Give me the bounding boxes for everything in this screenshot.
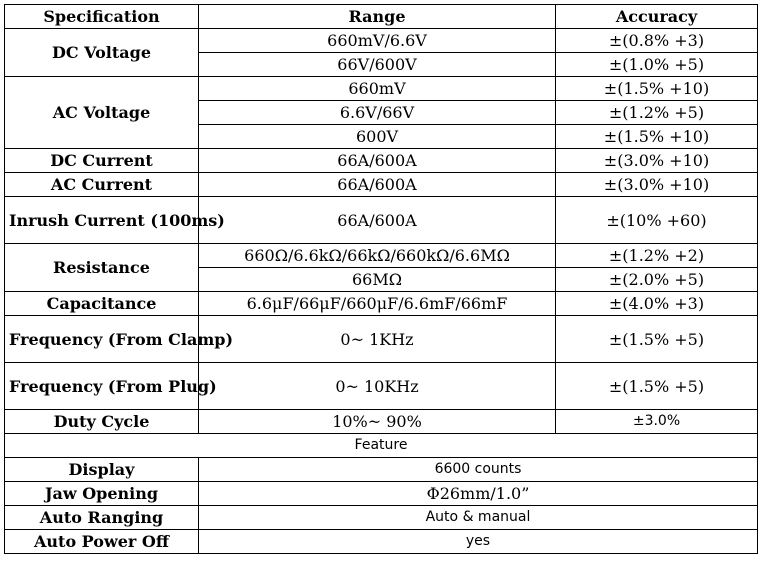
dc-current-label: DC Current bbox=[5, 149, 199, 173]
feature-title: Feature bbox=[5, 434, 758, 458]
table-row bbox=[5, 292, 758, 316]
table-row bbox=[5, 363, 758, 410]
header-specification: Specification bbox=[5, 5, 199, 29]
range-cell: 66V/600V bbox=[199, 53, 556, 77]
table-row bbox=[5, 173, 758, 197]
accuracy-cell: ±(1.2% +5) bbox=[556, 101, 758, 125]
range-cell: 10%~ 90% bbox=[199, 410, 556, 434]
header-accuracy: Accuracy bbox=[556, 5, 758, 29]
table-row bbox=[5, 244, 758, 268]
frequency-plug-label: Frequency (From Plug) bbox=[5, 363, 199, 410]
range-cell: 660mV bbox=[199, 77, 556, 101]
ac-voltage-label: AC Voltage bbox=[5, 77, 199, 149]
header-range: Range bbox=[199, 5, 556, 29]
specification-table bbox=[4, 4, 758, 554]
range-cell: 6.6μF/66μF/660μF/6.6mF/66mF bbox=[199, 292, 556, 316]
ac-current-label: AC Current bbox=[5, 173, 199, 197]
accuracy-cell: ±(1.5% +10) bbox=[556, 77, 758, 101]
jaw-opening-label: Jaw Opening bbox=[5, 482, 199, 506]
table-row bbox=[5, 482, 758, 506]
accuracy-cell: ±(1.0% +5) bbox=[556, 53, 758, 77]
accuracy-cell: ±(0.8% +3) bbox=[556, 29, 758, 53]
table-row bbox=[5, 197, 758, 244]
feature-row bbox=[5, 434, 758, 458]
accuracy-cell: ±3.0% bbox=[556, 410, 758, 434]
capacitance-label: Capacitance bbox=[5, 292, 199, 316]
accuracy-cell: ±(1.5% +5) bbox=[556, 316, 758, 363]
table-row bbox=[5, 410, 758, 434]
accuracy-cell: ±(10% +60) bbox=[556, 197, 758, 244]
dc-voltage-label: DC Voltage bbox=[5, 29, 199, 77]
duty-cycle-label: Duty Cycle bbox=[5, 410, 199, 434]
accuracy-cell: ±(3.0% +10) bbox=[556, 149, 758, 173]
jaw-opening-value: Φ26mm/1.0” bbox=[199, 482, 758, 506]
range-cell: 66A/600A bbox=[199, 197, 556, 244]
accuracy-cell: ±(3.0% +10) bbox=[556, 173, 758, 197]
table-row bbox=[5, 149, 758, 173]
range-cell: 0~ 1KHz bbox=[199, 316, 556, 363]
range-cell: 600V bbox=[199, 125, 556, 149]
accuracy-cell: ±(4.0% +3) bbox=[556, 292, 758, 316]
inrush-current-label: Inrush Current (100ms) bbox=[5, 197, 199, 244]
table-row bbox=[5, 506, 758, 530]
frequency-clamp-label: Frequency (From Clamp) bbox=[5, 316, 199, 363]
display-label: Display bbox=[5, 458, 199, 482]
range-cell: 66A/600A bbox=[199, 149, 556, 173]
range-cell: 66A/600A bbox=[199, 173, 556, 197]
table-row bbox=[5, 316, 758, 363]
range-cell: 660Ω/6.6kΩ/66kΩ/660kΩ/6.6MΩ bbox=[199, 244, 556, 268]
auto-power-off-value: yes bbox=[199, 530, 758, 554]
auto-ranging-label: Auto Ranging bbox=[5, 506, 199, 530]
resistance-label: Resistance bbox=[5, 244, 199, 292]
table-row bbox=[5, 29, 758, 53]
table-row bbox=[5, 458, 758, 482]
display-value: 6600 counts bbox=[199, 458, 758, 482]
auto-power-off-label: Auto Power Off bbox=[5, 530, 199, 554]
auto-ranging-value: Auto & manual bbox=[199, 506, 758, 530]
accuracy-cell: ±(1.5% +5) bbox=[556, 363, 758, 410]
range-cell: 6.6V/66V bbox=[199, 101, 556, 125]
header-row bbox=[5, 5, 758, 29]
range-cell: 660mV/6.6V bbox=[199, 29, 556, 53]
range-cell: 0~ 10KHz bbox=[199, 363, 556, 410]
accuracy-cell: ±(1.2% +2) bbox=[556, 244, 758, 268]
accuracy-cell: ±(1.5% +10) bbox=[556, 125, 758, 149]
accuracy-cell: ±(2.0% +5) bbox=[556, 268, 758, 292]
table-row bbox=[5, 77, 758, 101]
table-row bbox=[5, 530, 758, 554]
range-cell: 66MΩ bbox=[199, 268, 556, 292]
